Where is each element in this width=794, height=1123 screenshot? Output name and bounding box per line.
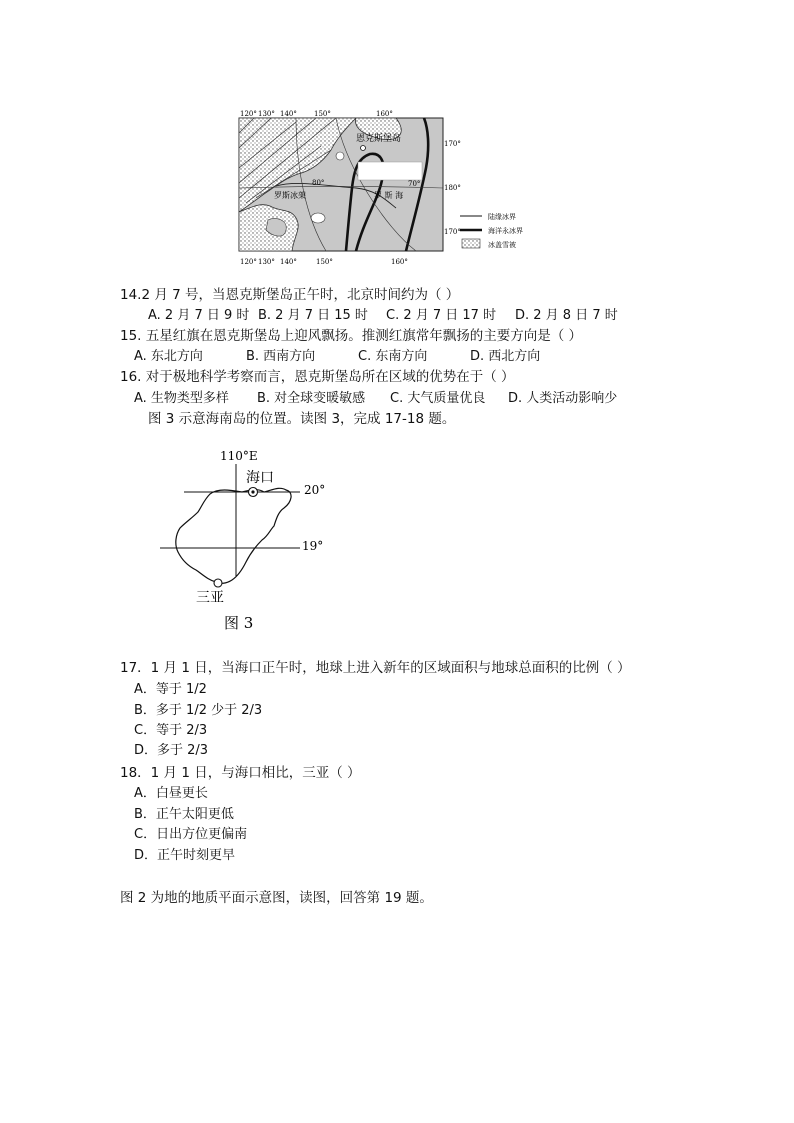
- bottom-lon-label: 130°: [258, 258, 275, 266]
- figure-caption: 图 3: [224, 614, 254, 632]
- sanya-label: 三亚: [196, 590, 224, 606]
- haikou-label: 海口: [246, 470, 274, 486]
- right-label: 170°: [444, 228, 461, 236]
- lat-19-label: 19°: [302, 539, 324, 553]
- q18-stem: 18．1 月 1 日，与海口相比，三亚（ ）: [120, 765, 361, 781]
- q14-option-c: C. 2 月 7 日 17 时: [386, 308, 497, 323]
- place-label: 恩克斯堡岛: [356, 134, 402, 144]
- right-label: 180°: [444, 184, 461, 192]
- fig3-intro: 图 3 示意海南岛的位置。读图 3，完成 17-18 题。: [148, 411, 456, 427]
- top-lon-label: 140°: [280, 110, 297, 118]
- q15-option-c: C. 东南方向: [358, 349, 428, 364]
- lon-label: 110°E: [220, 449, 258, 463]
- q18-option-b: B．正午太阳更低: [134, 807, 234, 822]
- right-label: 170°: [444, 140, 461, 148]
- q14-option-a: A. 2 月 7 日 9 时: [148, 308, 250, 323]
- inner-lat-label: 80°: [312, 179, 325, 187]
- q17-option-c: C．等于 2/3: [134, 723, 208, 738]
- bottom-lon-label: 150°: [316, 258, 333, 266]
- top-lon-label: 160°: [376, 110, 393, 118]
- q17-stem: 17．1 月 1 日，当海口正午时，地球上进入新年的区域面积与地球总面积的比例（ ）: [120, 660, 631, 676]
- top-lon-label: 120°: [240, 110, 257, 118]
- q17-option-d: D．多于 2/3: [134, 743, 209, 758]
- q15-option-b: B. 西南方向: [246, 349, 316, 364]
- top-lon-label: 150°: [314, 110, 331, 118]
- q16-stem: 16. 对于极地科学考察而言，恩克斯堡岛所在区域的优势在于（ ）: [120, 369, 515, 385]
- lat-20-label: 20°: [304, 483, 326, 497]
- q14-option-b: B. 2 月 7 日 15 时: [258, 308, 368, 323]
- q17-option-b: B．多于 1/2 少于 2/3: [134, 703, 263, 718]
- legend-label: 陆缘冰界: [488, 213, 516, 221]
- legend-label: 冰盖雪被: [488, 241, 516, 249]
- legend-dotted-swatch: [462, 239, 480, 248]
- fig2-intro: 图 2 为地的地质平面示意图，读图，回答第 19 题。: [120, 890, 433, 906]
- q18-option-c: C．日出方位更偏南: [134, 827, 248, 842]
- q16-option-d: D. 人类活动影响少: [508, 391, 618, 406]
- q17-option-a: A．等于 1/2: [134, 682, 207, 697]
- q15-option-a: A. 东北方向: [134, 349, 203, 364]
- sanya-marker: [214, 579, 222, 587]
- top-lon-label: 130°: [258, 110, 275, 118]
- ice-shelf-label: 罗斯冰架: [274, 191, 306, 200]
- q18-option-d: D．正午时刻更早: [134, 848, 236, 863]
- q14-option-d: D. 2 月 8 日 7 时: [515, 308, 618, 323]
- ross-sea-map: [236, 108, 540, 270]
- inner-lat-label: 70°: [408, 180, 421, 188]
- haikou-marker-dot: [251, 490, 254, 493]
- q14-stem: 14.2 月 7 号，当恩克斯堡岛正午时，北京时间约为（ ）: [120, 287, 460, 303]
- hainan-outline: [176, 488, 291, 583]
- q16-option-c: C. 大气质量优良: [390, 391, 486, 406]
- q15-stem: 15. 五星红旗在恩克斯堡岛上迎风飘扬。推测红旗常年飘扬的主要方向是（ ）: [120, 328, 583, 344]
- legend-label: 海洋永冰界: [488, 227, 523, 235]
- q16-option-a: A. 生物类型多样: [134, 391, 229, 406]
- q18-option-a: A．白昼更长: [134, 786, 208, 801]
- q15-option-d: D. 西北方向: [470, 349, 541, 364]
- bottom-lon-label: 120°: [240, 258, 257, 266]
- q16-option-b: B. 对全球变暖敏感: [257, 391, 366, 406]
- hainan-map: [158, 446, 338, 636]
- sea-label: 罗 斯 海: [374, 191, 404, 200]
- bottom-lon-label: 160°: [391, 258, 408, 266]
- bottom-lon-label: 140°: [280, 258, 297, 266]
